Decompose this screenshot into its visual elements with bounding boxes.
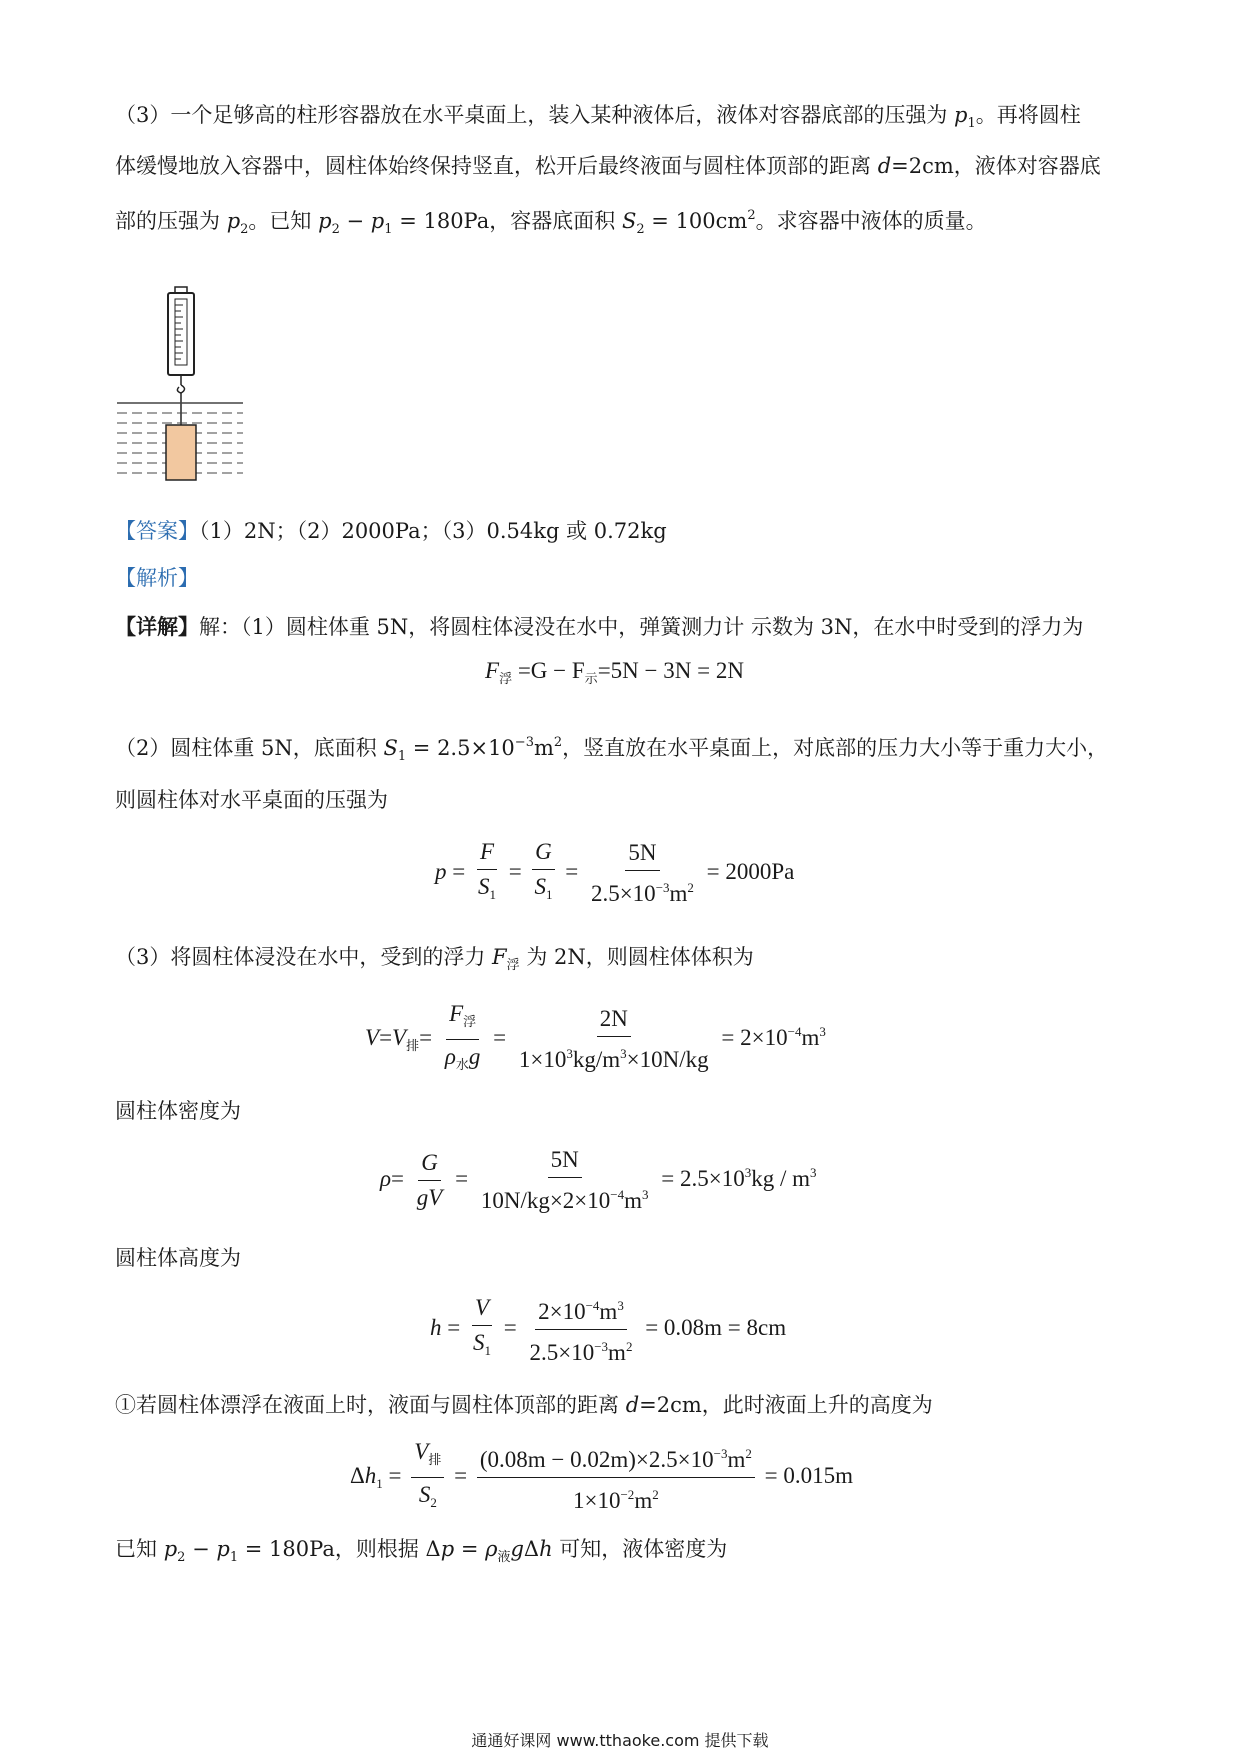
detail-part3-line1: （3）将圆柱体浸没在水中，受到的浮力 $F_浮$ 为 2N，则圆柱体体积为 (115, 945, 754, 973)
spring-scale (168, 287, 194, 425)
density-label: 圆柱体密度为 (115, 1099, 241, 1123)
problem-line-2: 体缓慢地放入容器中，圆柱体始终保持竖直，松开后最终液面与圆柱体顶部的距离 d=2cm，液体对容器底 (115, 154, 1101, 178)
answer-label: 【答案】 (115, 519, 199, 543)
formula-density: ρ= $\frac{G}{gV}$ = $\frac{5N}{10N/kg\times 2\times 10^{-4}m^3}$ = $2.5\times 10^3kg / m^3$ (380, 1147, 817, 1213)
detail-part2-line2: 则圆柱体对水平桌面的压强为 (115, 788, 388, 812)
final-line: 已知 $p_2 - p_1 = 180Pa$，则根据 $\Delta p = \rho_液g\Delta h$ 可知，液体密度为 (115, 1537, 728, 1565)
spring-scale-figure (115, 285, 250, 485)
footer-source: 通通好课网 www.tthaoke.com 提供下载 (471, 1731, 769, 1750)
detail-part2-line1: （2）圆柱体重 5N，底面积 $S_1 = 2.5\times 10^{-3}m^2$，竖直放在水平桌面上，对底部的压力大小等于重力大小， (115, 735, 1109, 764)
analysis-label: 【解析】 (115, 566, 199, 590)
problem-line-3: 部的压强为 $p_2$。已知 $p_2 - p_1 = 180Pa$，容器底面积 $S_2 = 100cm^2$。求容器中液体的质量。 (115, 208, 987, 237)
case1-line: ①若圆柱体漂浮在液面上时，液面与圆柱体顶部的距离 d=2cm，此时液面上升的高度为 (115, 1393, 933, 1417)
detail-label: 【详解】 (115, 614, 199, 639)
formula-delta-h: $\Delta h_1$ = $\frac{V_排}{S_2}$ = $\frac{(0.08m - 0.02m)\times 2.5\times 10^{-3}m^2}{1\times 10^{-2}m^2}$ = 0.015m (350, 1439, 853, 1513)
detail-line-1: 【详解】解：（1）圆柱体重 5N，将圆柱体浸没在水中，弹簧测力计 示数为 3N，在水中时受到的浮力为 (115, 614, 1084, 639)
formula-buoyancy: $F_浮 =G - F_示=5N - 3N = 2N$ (485, 658, 744, 686)
problem-line-1: （3）一个足够高的柱形容器放在水平桌面上，装入某种液体后，液体对容器底部的压强为 $p_1$。再将圆柱 (115, 103, 1081, 131)
height-label: 圆柱体高度为 (115, 1246, 241, 1270)
formula-pressure: p = $\frac{F}{S_1}$ = $\frac{G}{S_1}$ = $\frac{5N}{2.5\times 10^{-3}m^2}$ = 2000Pa (435, 839, 795, 906)
formula-volume: $V=V_排=$ $\frac{F_浮}{\rho_水g}$ = $\frac{2N}{1\times 10^3kg/m^3\times 10N/kg}$ = $2\times 10^{-4}m^3$ (365, 1001, 826, 1072)
cylinder-block (166, 425, 196, 480)
formula-height: h = $\frac{V}{S_1}$ = $\frac{2\times 10^{-4}m^3}{2.5\times 10^{-3}m^2}$ = 0.08m = 8cm (430, 1292, 786, 1367)
answer-line: 【答案】（1）2N；（2）2000Pa；（3）0.54kg 或 0.72kg (115, 519, 667, 543)
